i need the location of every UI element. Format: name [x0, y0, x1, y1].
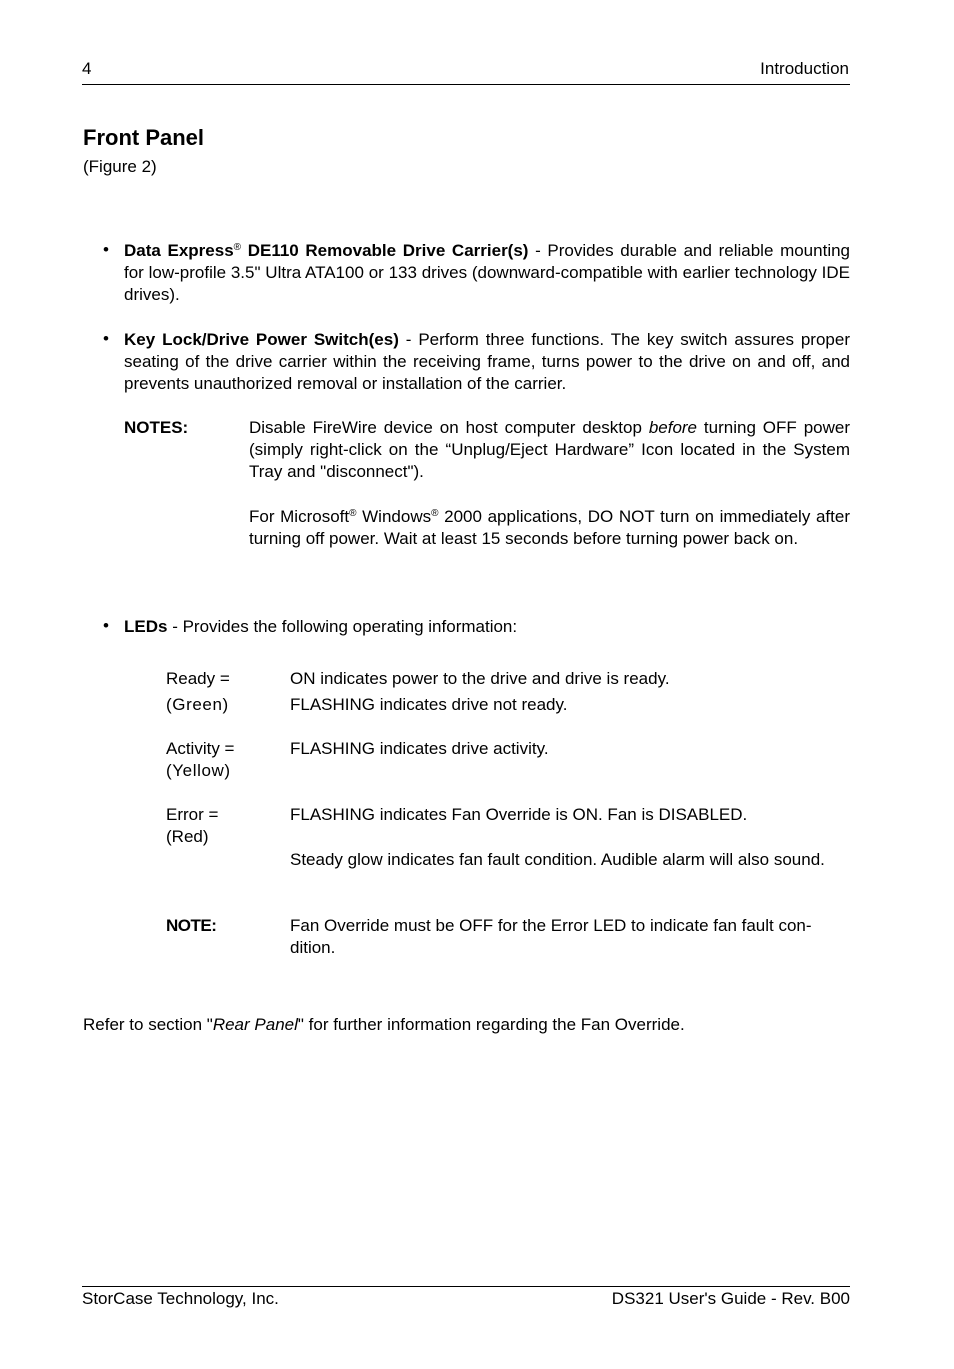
led-error-desc-steady: Steady glow indicates fan fault condition. Audible alarm will also sound.	[290, 850, 825, 869]
led-note-label: NOTE:	[166, 916, 217, 935]
carrier-body: - Provides durable and reliable mounting for low-profile 3.5" Ultra ATA100 or 133 drives (downward-compatible with earlier technology IDE drives).	[124, 241, 851, 304]
keylock-title: Key Lock/Drive Power Switch(es)	[124, 330, 399, 349]
refer-section-link: Rear Panel	[212, 1015, 298, 1034]
note2-text-end: 2000 applications, DO NOT turn on immediately after turning off power. Wait at least 15 seconds before turning power back on.	[249, 507, 850, 548]
section-title: Front Panel	[83, 125, 205, 150]
header-rule	[82, 84, 850, 85]
bullet-keylock	[124, 329, 850, 395]
led-error-desc-flashing: FLASHING indicates Fan Override is ON. Fan is DISABLED.	[290, 805, 748, 824]
note2-text-cont: Windows	[356, 507, 432, 526]
led-error-label: Error =	[166, 805, 219, 824]
keylock-body: - Perform three functions. The key switch assures proper seating of the drive carrier within the receiving frame, turns power to the drive on and off, and prevents unauthorized removal or installation of the carrier.	[124, 330, 850, 393]
footer-company: StorCase Technology, Inc.	[82, 1289, 279, 1308]
note-firewire	[249, 417, 850, 483]
led-note-text: Fan Override must be OFF for the Error LED to indicate fan fault con-dition.	[290, 916, 812, 957]
led-ready-desc-flashing: FLASHING indicates drive not ready.	[290, 695, 568, 714]
refer-text: Refer to section "	[83, 1015, 213, 1034]
led-error-color: (Red)	[166, 827, 209, 846]
note1-text-cont: turning OFF power (simply right-click on the “Unplug/Eject Hardware” Icon located in the System Tray and "disconnect").	[249, 418, 850, 481]
carrier-title-cont: DE110 Removable Drive Carrier(s)	[241, 241, 529, 260]
leds-title: LEDs	[124, 617, 168, 636]
bullet-leds	[124, 616, 850, 638]
bullet-marker: •	[103, 616, 109, 635]
led-ready-label: Ready =	[166, 669, 230, 688]
note1-emphasis: before	[648, 418, 698, 437]
note1-text: Disable FireWire device on host computer desktop	[249, 418, 649, 437]
footer-guide-title: DS321 User's Guide - Rev. B00	[611, 1289, 850, 1308]
leds-body: - Provides the following operating information:	[167, 617, 518, 636]
carrier-title: Data Express	[124, 241, 234, 260]
footer-rule	[82, 1286, 850, 1287]
registered-mark: ®	[431, 508, 439, 519]
chapter-title: Introduction	[760, 59, 849, 78]
refer-text-cont: " for further information regarding the Fan Override.	[297, 1015, 685, 1034]
notes-label: NOTES:	[124, 418, 189, 437]
led-activity-desc: FLASHING indicates drive activity.	[290, 739, 549, 758]
registered-mark: ®	[233, 242, 242, 253]
bullet-marker: •	[103, 240, 109, 259]
led-ready-color: (Green)	[166, 695, 229, 714]
led-activity-label: Activity =	[166, 739, 235, 758]
page-number: 4	[82, 59, 92, 78]
registered-mark: ®	[349, 508, 357, 519]
led-ready-desc: ON indicates power to the drive and drive is ready.	[290, 669, 670, 688]
note2-text: For Microsoft	[249, 507, 350, 526]
figure-reference: (Figure 2)	[83, 157, 157, 176]
bullet-carrier	[124, 240, 850, 306]
bullet-marker: •	[103, 329, 109, 348]
refer-paragraph	[83, 1014, 685, 1036]
note-windows	[249, 506, 850, 550]
led-activity-color: (Yellow)	[166, 761, 231, 780]
